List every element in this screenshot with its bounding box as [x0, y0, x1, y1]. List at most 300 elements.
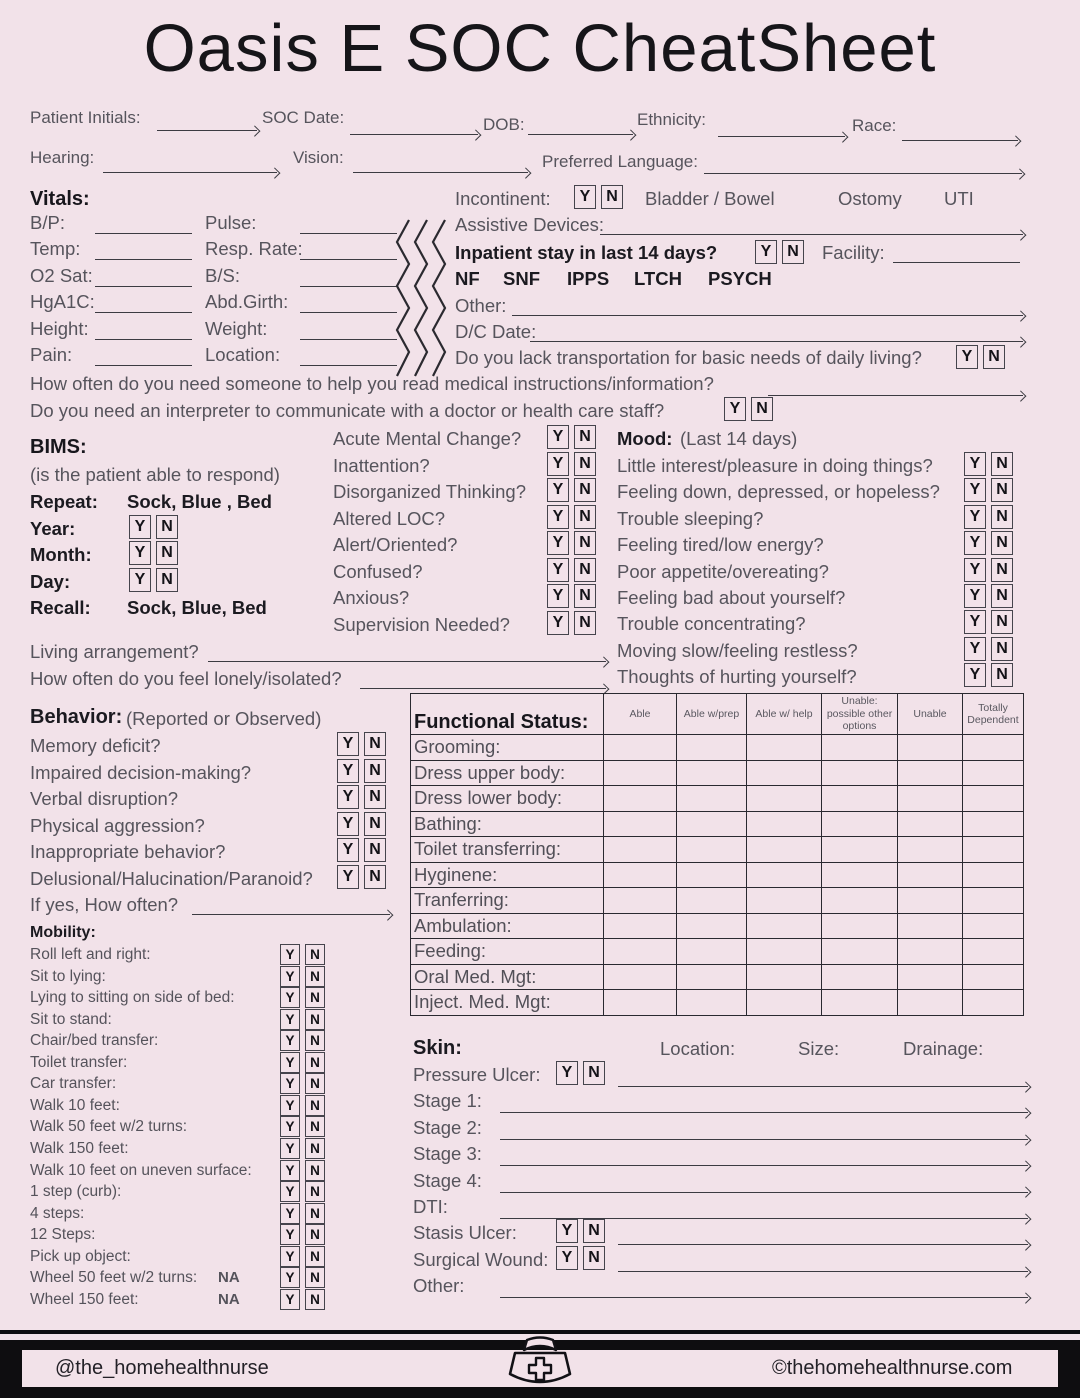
mobility-na-flag: NA: [218, 1290, 240, 1308]
yes-checkbox[interactable]: Y: [964, 531, 986, 555]
yn-pair: [547, 452, 596, 476]
yes-checkbox[interactable]: Y: [964, 452, 986, 476]
functional-cell[interactable]: [963, 837, 1024, 863]
no-checkbox[interactable]: N: [305, 944, 325, 965]
read-help-field[interactable]: [768, 375, 1023, 396]
no-checkbox[interactable]: N: [574, 558, 596, 582]
no-checkbox[interactable]: N: [305, 1203, 325, 1224]
functional-cell[interactable]: [963, 964, 1024, 990]
yes-checkbox[interactable]: Y: [964, 610, 986, 634]
preferred-language-field[interactable]: [704, 153, 1022, 174]
no-checkbox[interactable]: N: [583, 1219, 605, 1243]
inpatient-stay-label: Inpatient stay in last 14 days?: [455, 242, 718, 263]
mobility-item-label: Wheel 150 feet:: [30, 1290, 139, 1308]
yes-checkbox[interactable]: Y: [280, 1073, 300, 1094]
yes-checkbox[interactable]: Y: [556, 1219, 578, 1243]
mood-item-label: Poor appetite/overeating?: [617, 560, 829, 582]
skin-row-field[interactable]: [500, 1198, 1028, 1219]
yes-checkbox[interactable]: Y: [574, 185, 596, 209]
yn-pair: [280, 1009, 325, 1030]
yes-checkbox[interactable]: Y: [280, 1267, 300, 1288]
page-title: Oasis E SOC CheatSheet: [143, 11, 937, 86]
skin-row-label: Stage 3:: [413, 1143, 482, 1165]
functional-row-label: Tranferring:: [411, 888, 604, 914]
assistive-devices-field[interactable]: [600, 214, 1023, 235]
mobility-item-label: Walk 10 feet:: [30, 1096, 120, 1114]
functional-cell[interactable]: [677, 888, 747, 914]
functional-cell[interactable]: [898, 888, 963, 914]
vitals-field[interactable]: [300, 292, 397, 313]
behavior-item-label: Delusional/Halucination/Paranoid?: [30, 868, 313, 889]
no-checkbox[interactable]: N: [574, 452, 596, 476]
no-checkbox[interactable]: N: [305, 1246, 325, 1267]
yes-checkbox[interactable]: Y: [547, 611, 569, 635]
functional-row: [411, 939, 1024, 965]
bims-month-label: Month:: [30, 544, 92, 565]
no-checkbox[interactable]: N: [305, 1095, 325, 1116]
yn-pair: [547, 478, 596, 502]
race-field[interactable]: [902, 120, 1018, 141]
yes-checkbox[interactable]: Y: [964, 505, 986, 529]
no-checkbox[interactable]: N: [364, 865, 386, 889]
functional-column-header: Unable: possible other options: [822, 694, 898, 735]
functional-cell[interactable]: [677, 862, 747, 888]
no-checkbox[interactable]: N: [156, 541, 178, 565]
behavior-item-label: Physical aggression?: [30, 814, 205, 836]
functional-cell[interactable]: [677, 939, 747, 965]
functional-cell[interactable]: [898, 786, 963, 812]
no-checkbox[interactable]: N: [991, 663, 1013, 687]
functional-cell[interactable]: [822, 913, 898, 939]
yes-checkbox[interactable]: Y: [280, 1203, 300, 1224]
yes-checkbox[interactable]: Y: [129, 541, 151, 565]
if-yes-field[interactable]: [192, 894, 390, 915]
functional-cell[interactable]: [822, 939, 898, 965]
functional-cell[interactable]: [677, 990, 747, 1016]
no-checkbox[interactable]: N: [601, 185, 623, 209]
functional-cell[interactable]: [604, 735, 677, 761]
no-checkbox[interactable]: N: [305, 1224, 325, 1245]
bims-repeat-value: Sock, Blue , Bed: [127, 491, 272, 512]
vitals-label: Weight:: [205, 317, 268, 339]
functional-cell[interactable]: [677, 837, 747, 863]
functional-cell[interactable]: [747, 990, 822, 1016]
vitals-field[interactable]: [95, 345, 192, 366]
mood-subtitle: (Last 14 days): [680, 428, 798, 449]
no-checkbox[interactable]: N: [305, 966, 325, 987]
no-checkbox[interactable]: N: [305, 1181, 325, 1202]
yes-checkbox[interactable]: Y: [547, 478, 569, 502]
yn-pair: [556, 1246, 605, 1270]
mobility-header: Mobility:: [30, 924, 96, 941]
yn-pair: [547, 611, 596, 635]
no-checkbox[interactable]: N: [364, 785, 386, 809]
yn-pair: [280, 1030, 325, 1051]
yes-checkbox[interactable]: Y: [337, 865, 359, 889]
yes-checkbox[interactable]: Y: [337, 838, 359, 862]
functional-cell[interactable]: [963, 939, 1024, 965]
functional-cell[interactable]: [747, 811, 822, 837]
no-checkbox[interactable]: N: [574, 425, 596, 449]
functional-cell[interactable]: [604, 837, 677, 863]
race-label: Race:: [852, 116, 897, 135]
skin-row-field[interactable]: [500, 1277, 1028, 1298]
facility-field[interactable]: [893, 242, 1020, 263]
skin-row-field[interactable]: [618, 1251, 1028, 1272]
functional-cell[interactable]: [747, 760, 822, 786]
interpreter-yn: [724, 397, 773, 421]
patient-initials-field[interactable]: [157, 110, 257, 131]
functional-row-label: Hyginene:: [411, 862, 604, 888]
yn-pair: [964, 478, 1013, 502]
yes-checkbox[interactable]: Y: [956, 345, 978, 369]
skin-row-label: DTI:: [413, 1196, 448, 1217]
if-yes-how-often-label: If yes, How often?: [30, 894, 179, 915]
functional-cell[interactable]: [747, 837, 822, 863]
hearing-field[interactable]: [103, 152, 277, 173]
no-checkbox[interactable]: N: [305, 1116, 325, 1137]
soc-date-field[interactable]: [350, 114, 478, 135]
no-checkbox[interactable]: N: [305, 1267, 325, 1288]
bims-day-yn: [129, 568, 178, 592]
inpatient-yn: [755, 240, 804, 264]
yes-checkbox[interactable]: Y: [280, 1246, 300, 1267]
yes-checkbox[interactable]: Y: [547, 505, 569, 529]
functional-cell[interactable]: [963, 811, 1024, 837]
functional-cell[interactable]: [747, 964, 822, 990]
vitals-field[interactable]: [95, 239, 192, 260]
functional-cell[interactable]: [677, 811, 747, 837]
no-checkbox[interactable]: N: [751, 397, 773, 421]
yn-pair: [964, 610, 1013, 634]
functional-cell[interactable]: [604, 990, 677, 1016]
no-checkbox[interactable]: N: [305, 1289, 325, 1310]
no-checkbox[interactable]: N: [364, 812, 386, 836]
living-arrangement-label: Living arrangement?: [30, 641, 199, 662]
behavior-header: Behavior:: [30, 706, 123, 728]
vitals-label: O2 Sat:: [30, 264, 93, 286]
functional-cell[interactable]: [604, 760, 677, 786]
mobility-item-label: Walk 50 feet w/2 turns:: [30, 1118, 188, 1136]
yn-pair: [280, 1138, 325, 1159]
yes-checkbox[interactable]: Y: [280, 1181, 300, 1202]
no-checkbox[interactable]: N: [364, 732, 386, 756]
no-checkbox[interactable]: N: [574, 584, 596, 608]
no-checkbox[interactable]: N: [983, 345, 1005, 369]
lonely-field[interactable]: [360, 668, 606, 689]
functional-row: [411, 811, 1024, 837]
no-checkbox[interactable]: N: [305, 1073, 325, 1094]
mood-item-label: Feeling tired/low energy?: [617, 534, 824, 556]
functional-cell[interactable]: [604, 888, 677, 914]
functional-cell[interactable]: [963, 862, 1024, 888]
yes-checkbox[interactable]: Y: [337, 785, 359, 809]
functional-cell[interactable]: [677, 760, 747, 786]
mental-item-label: Confused?: [333, 560, 423, 582]
no-checkbox[interactable]: N: [574, 478, 596, 502]
behavior-item-label: Inappropriate behavior?: [30, 841, 226, 863]
vitals-field[interactable]: [95, 319, 192, 340]
interpreter-question: Do you need an interpreter to communicate with a doctor or health care staff?: [30, 400, 665, 421]
no-checkbox[interactable]: N: [991, 584, 1013, 608]
functional-cell[interactable]: [822, 760, 898, 786]
skin-row-field[interactable]: [500, 1145, 1028, 1166]
functional-cell[interactable]: [604, 913, 677, 939]
yes-checkbox[interactable]: Y: [129, 515, 151, 539]
no-checkbox[interactable]: N: [991, 452, 1013, 476]
mobility-item-label: Chair/bed transfer:: [30, 1032, 159, 1050]
yes-checkbox[interactable]: Y: [280, 1289, 300, 1310]
functional-cell[interactable]: [822, 888, 898, 914]
vision-field[interactable]: [353, 152, 528, 173]
no-checkbox[interactable]: N: [305, 1009, 325, 1030]
functional-row: [411, 735, 1024, 761]
yes-checkbox[interactable]: Y: [547, 452, 569, 476]
no-checkbox[interactable]: N: [583, 1246, 605, 1270]
no-checkbox[interactable]: N: [583, 1061, 605, 1085]
yn-pair: [964, 452, 1013, 476]
functional-cell[interactable]: [898, 964, 963, 990]
no-checkbox[interactable]: N: [156, 515, 178, 539]
functional-cell[interactable]: [822, 811, 898, 837]
behavior-subtitle: (Reported or Observed): [126, 708, 322, 729]
functional-cell[interactable]: [747, 913, 822, 939]
functional-cell[interactable]: [747, 862, 822, 888]
skin-row-label: Stage 4:: [413, 1169, 482, 1191]
read-help-question: How often do you need someone to help you read medical instructions/information?: [30, 373, 714, 394]
yn-pair: [547, 558, 596, 582]
yn-pair: [280, 1095, 325, 1116]
yn-pair: [337, 759, 386, 783]
functional-row-label: Inject. Med. Mgt:: [411, 990, 604, 1016]
functional-cell[interactable]: [604, 811, 677, 837]
other-field[interactable]: [512, 295, 1023, 316]
facility-type-nf: NF: [455, 268, 480, 289]
functional-cell[interactable]: [604, 862, 677, 888]
skin-row-field[interactable]: [618, 1066, 1028, 1087]
functional-cell[interactable]: [898, 837, 963, 863]
ethnicity-label: Ethnicity:: [637, 110, 706, 129]
mobility-item-label: Roll left and right:: [30, 946, 151, 963]
vitals-field[interactable]: [95, 292, 192, 313]
functional-cell[interactable]: [963, 913, 1024, 939]
facility-type-ltch: LTCH: [634, 268, 682, 289]
functional-row: [411, 862, 1024, 888]
yes-checkbox[interactable]: Y: [547, 425, 569, 449]
bims-header: BIMS:: [30, 436, 87, 458]
yes-checkbox[interactable]: Y: [337, 732, 359, 756]
vitals-field[interactable]: [300, 345, 397, 366]
mental-item-label: Altered LOC?: [333, 507, 446, 529]
yn-pair: [547, 531, 596, 555]
yn-pair: [547, 584, 596, 608]
yes-checkbox[interactable]: Y: [964, 558, 986, 582]
no-checkbox[interactable]: N: [991, 637, 1013, 661]
functional-cell[interactable]: [822, 990, 898, 1016]
skin-drainage-label: Drainage:: [903, 1038, 984, 1059]
yes-checkbox[interactable]: Y: [280, 1138, 300, 1159]
functional-cell[interactable]: [898, 735, 963, 761]
yn-pair: [280, 1073, 325, 1094]
yes-checkbox[interactable]: Y: [337, 812, 359, 836]
no-checkbox[interactable]: N: [156, 568, 178, 592]
vitals-field[interactable]: [300, 319, 397, 340]
no-checkbox[interactable]: N: [991, 478, 1013, 502]
no-checkbox[interactable]: N: [991, 531, 1013, 555]
dob-field[interactable]: [528, 114, 633, 135]
yes-checkbox[interactable]: Y: [964, 478, 986, 502]
functional-cell[interactable]: [747, 735, 822, 761]
no-checkbox[interactable]: N: [574, 505, 596, 529]
functional-cell[interactable]: [963, 735, 1024, 761]
yes-checkbox[interactable]: Y: [280, 966, 300, 987]
functional-cell[interactable]: [822, 735, 898, 761]
yes-checkbox[interactable]: Y: [280, 1009, 300, 1030]
vitals-field[interactable]: [95, 213, 192, 234]
skin-row-label: Pressure Ulcer:: [413, 1064, 541, 1085]
yes-checkbox[interactable]: Y: [337, 759, 359, 783]
yes-checkbox[interactable]: Y: [280, 1052, 300, 1073]
transportation-yn: [956, 345, 1005, 369]
functional-cell[interactable]: [822, 964, 898, 990]
dc-date-field[interactable]: [530, 321, 1023, 342]
bims-day-label: Day:: [30, 571, 71, 592]
functional-cell[interactable]: [963, 786, 1024, 812]
functional-cell[interactable]: [677, 913, 747, 939]
yes-checkbox[interactable]: Y: [280, 1030, 300, 1051]
functional-row: [411, 888, 1024, 914]
yes-checkbox[interactable]: Y: [280, 1224, 300, 1245]
functional-row-label: Feeding:: [411, 939, 604, 965]
mental-item-label: Disorganized Thinking?: [333, 481, 526, 502]
no-checkbox[interactable]: N: [364, 838, 386, 862]
ethnicity-field[interactable]: [718, 116, 845, 137]
functional-cell[interactable]: [747, 786, 822, 812]
skin-header: Skin:: [413, 1037, 462, 1059]
living-arrangement-field[interactable]: [208, 641, 606, 662]
vitals-field[interactable]: [95, 266, 192, 287]
yn-pair: [964, 531, 1013, 555]
functional-cell[interactable]: [747, 888, 822, 914]
soc-date-label: SOC Date:: [262, 108, 345, 127]
no-checkbox[interactable]: N: [782, 240, 804, 264]
no-checkbox[interactable]: N: [305, 1138, 325, 1159]
functional-cell[interactable]: [822, 862, 898, 888]
no-checkbox[interactable]: N: [364, 759, 386, 783]
bims-year-yn: [129, 515, 178, 539]
functional-row-label: Grooming:: [411, 735, 604, 761]
skin-row-field[interactable]: [618, 1224, 1028, 1245]
vitals-field[interactable]: [300, 213, 397, 234]
functional-cell[interactable]: [898, 990, 963, 1016]
mental-item-label: Acute Mental Change?: [333, 428, 522, 449]
vitals-field[interactable]: [300, 266, 397, 287]
facility-type-psych: PSYCH: [708, 268, 772, 289]
yes-checkbox[interactable]: Y: [556, 1061, 578, 1085]
facility-type-snf: SNF: [503, 268, 540, 289]
transportation-question: Do you lack transportation for basic needs of daily living?: [455, 347, 922, 368]
functional-cell[interactable]: [677, 964, 747, 990]
functional-cell[interactable]: [963, 888, 1024, 914]
functional-cell[interactable]: [677, 735, 747, 761]
yes-checkbox[interactable]: Y: [964, 584, 986, 608]
functional-row-label: Dress lower body:: [411, 786, 604, 812]
vitals-label: B/S:: [205, 264, 240, 286]
functional-cell[interactable]: [747, 939, 822, 965]
skin-row-field[interactable]: [500, 1119, 1028, 1140]
functional-cell[interactable]: [898, 862, 963, 888]
yes-checkbox[interactable]: Y: [280, 944, 300, 965]
no-checkbox[interactable]: N: [991, 505, 1013, 529]
yes-checkbox[interactable]: Y: [964, 637, 986, 661]
yn-pair: [280, 1181, 325, 1202]
functional-cell[interactable]: [822, 837, 898, 863]
yes-checkbox[interactable]: Y: [129, 568, 151, 592]
functional-cell[interactable]: [822, 786, 898, 812]
assistive-devices-label: Assistive Devices:: [455, 214, 605, 235]
yes-checkbox[interactable]: Y: [280, 1160, 300, 1181]
vitals-label: Pain:: [30, 344, 73, 365]
vitals-label: HgA1C:: [30, 291, 95, 313]
functional-cell[interactable]: [963, 760, 1024, 786]
functional-cell[interactable]: [898, 811, 963, 837]
vitals-label: B/P:: [30, 212, 65, 233]
skin-row-field[interactable]: [500, 1092, 1028, 1113]
functional-cell[interactable]: [604, 786, 677, 812]
yn-pair: [964, 637, 1013, 661]
no-checkbox[interactable]: N: [574, 611, 596, 635]
no-checkbox[interactable]: N: [305, 1030, 325, 1051]
no-checkbox[interactable]: N: [991, 610, 1013, 634]
functional-cell[interactable]: [898, 760, 963, 786]
zigzag-divider: [393, 218, 453, 382]
yes-checkbox[interactable]: Y: [755, 240, 777, 264]
no-checkbox[interactable]: N: [574, 531, 596, 555]
yes-checkbox[interactable]: Y: [547, 584, 569, 608]
vitals-field[interactable]: [300, 239, 397, 260]
functional-row: [411, 786, 1024, 812]
functional-cell[interactable]: [898, 939, 963, 965]
yn-pair: [964, 584, 1013, 608]
functional-column-header: Able: [604, 694, 677, 735]
no-checkbox[interactable]: N: [991, 558, 1013, 582]
skin-row-field[interactable]: [500, 1172, 1028, 1193]
yn-pair: [337, 732, 386, 756]
vitals-label: Resp. Rate:: [205, 238, 303, 260]
yn-pair: [337, 838, 386, 862]
mental-item-label: Supervision Needed?: [333, 613, 510, 635]
functional-cell[interactable]: [963, 990, 1024, 1016]
yes-checkbox[interactable]: Y: [280, 1095, 300, 1116]
functional-row-label: Dress upper body:: [411, 760, 604, 786]
no-checkbox[interactable]: N: [305, 1052, 325, 1073]
functional-cell[interactable]: [898, 913, 963, 939]
yes-checkbox[interactable]: Y: [556, 1246, 578, 1270]
no-checkbox[interactable]: N: [305, 987, 325, 1008]
no-checkbox[interactable]: N: [305, 1160, 325, 1181]
yes-checkbox[interactable]: Y: [280, 1116, 300, 1137]
yes-checkbox[interactable]: Y: [547, 558, 569, 582]
functional-cell[interactable]: [677, 786, 747, 812]
functional-cell[interactable]: [604, 939, 677, 965]
yes-checkbox[interactable]: Y: [964, 663, 986, 687]
functional-cell[interactable]: [604, 964, 677, 990]
yn-pair: [556, 1219, 605, 1243]
incontinent-option-uti: UTI: [944, 188, 974, 209]
yes-checkbox[interactable]: Y: [280, 987, 300, 1008]
yes-checkbox[interactable]: Y: [724, 397, 746, 421]
yes-checkbox[interactable]: Y: [547, 531, 569, 555]
